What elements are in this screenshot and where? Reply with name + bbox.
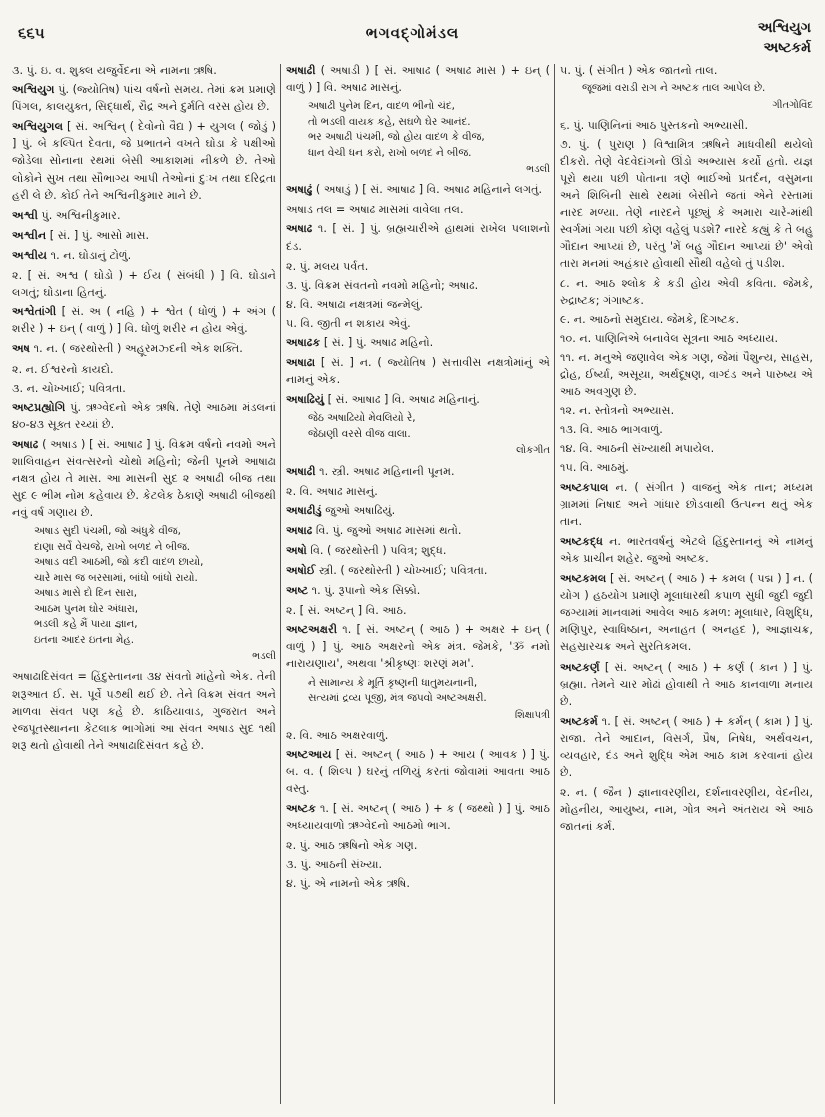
entry-definition: ૧. [ સં. અષ્ટન્ ( આઠ ) + કર્મન્ ( કામ ) ] પું. રાજા. તેને આદાન, વિસર્ગ, પ્રૈષ, નિષેધ, અર્થવચન, વ્યવહાર, દંડ અને શુદ્ધિ એમ આઠ કામ કરવાનાં હોય છે. [560, 714, 813, 780]
dictionary-entry [286, 800, 550, 834]
entry-sense [286, 837, 550, 854]
entry-definition: ૯. ન. આઠનો સમુદાય. જેમકે, દિગષ્ટક. [560, 312, 740, 326]
dictionary-entry [12, 227, 276, 244]
entry-definition: વિ. ( જરથોસ્તી ) પવિત્ર; શુદ્ધ. [306, 543, 447, 557]
entry-headword: અષ્ટકમલ [560, 572, 607, 586]
verse-line: તો ભડલી વાયક કહે, સઘળે ઘેર આનંદ. [308, 115, 471, 128]
entry-headword: અષ્ટપ્રહ્યોગિ [12, 400, 66, 414]
entry-headword: અષ્ટઆય [286, 747, 332, 761]
entry-definition: ( અષાડ ) [ સં. આષાઢ ] પું. વિક્રમ વર્ષનો નવમો અને શાલિવાહન સંવત્સરનો ચોથો મહિનો; જેની પૂનમે આષાઢા નક્ષત્ર હોય તે માસ. આ માસની સુદ ૨ અષાઢી બીજ તથા સુદ ૯ ભીમ નોમ કહેવાય છે. કેટલેક ઠેકાણે અષાઢી બીજથી નવું વર્ષ ગણાય છે. [12, 437, 276, 520]
entry-definition: ૫. વિ. જીતી ન શકાય એવું. [286, 316, 411, 330]
entry-headword: અષ્ટક [286, 802, 317, 815]
entry-sense [12, 361, 276, 378]
verse-line: અષાડ માસે દો દિન સારા, [34, 587, 138, 600]
entry-headword: અષાઢ [286, 523, 313, 537]
entry-definition: ૫. પું. ( સંગીત ) એક જાતનો તાલ. [560, 64, 718, 77]
entry-definition: ૨. [ સં. અષ્ટન્ ] વિ. આઠ. [286, 604, 407, 618]
dictionary-entry [12, 118, 276, 203]
entry-definition: ૩. પું. વિક્રમ સંવતનો નવમો મહિનો; અષાઢ. [286, 278, 479, 292]
column-1 [12, 62, 276, 1108]
dictionary-entry [286, 522, 550, 539]
entry-definition: ( અષાડી ) [ સં. આષાઢ ( અષાઢ માસ ) + ઇન્ ( વાળું ) ] વિ. અષાઢ માસનું. [286, 64, 550, 95]
entry-sense [286, 856, 550, 873]
dictionary-entry [12, 340, 276, 357]
dictionary-entry [286, 181, 550, 198]
entry-headword: અષાઢીડું [286, 503, 322, 517]
dictionary-entry [560, 659, 813, 710]
entry-sense [560, 275, 813, 309]
quotation-source: શિક્ષાપત્રી [514, 709, 550, 721]
column-divider [554, 64, 555, 1104]
entry-sense [286, 875, 550, 892]
dictionary-entry [12, 303, 276, 337]
column-3 [560, 62, 813, 1108]
verse-line: ભર અષાઢી પંચમી, જો હોય વાદળ કે વીજ, [308, 131, 485, 144]
entry-headword: અશ્વીન [12, 228, 47, 242]
guide-word-first: અશ્વિયુગ [757, 20, 811, 36]
entry-definition: ન. ( સંગીત ) વાજનું એક તાન; મધ્યમ ગ્રામમાં નિષાદ અને ગાંધાર છોડવાથી ઉત્પન્ન થતું એક તાન. [560, 480, 813, 528]
entry-definition: ૧૦. ન. પાણિનિએ બનાવેલ સૂત્રના આઠ અધ્યાય. [560, 331, 779, 345]
entry-definition: ૨. વિ. અષાઢ માસનું. [286, 484, 378, 498]
entry-headword: અષોઈ [286, 563, 316, 577]
quotation-source: ભડલી [526, 164, 550, 176]
verse-line: ચારે માસ જ બરસામાં, બાંધો બાંધો રાયો. [34, 571, 198, 584]
dictionary-entry [12, 207, 276, 224]
verse-quotation [286, 676, 550, 707]
entry-sense [286, 315, 550, 332]
verse-quotation [286, 99, 550, 161]
entry-sense [560, 117, 813, 134]
entry-headword: અષાઢક [286, 336, 321, 350]
entry-definition: ૩. પું. આઠની સંખ્યા. [286, 858, 383, 872]
quotation-source: ગીતગોવિંદ [772, 99, 813, 111]
verse-quotation [286, 411, 550, 442]
page-header [10, 6, 815, 60]
entry-sense [560, 62, 813, 79]
verse-quotation [560, 81, 813, 97]
entry-definition: અષાડ તલ = અષાઢ માસમાં વાવેલા તલ. [286, 203, 464, 217]
verse-line: ધાન વેચી ધન કરો, રાખો બળદ ને બીજ. [308, 146, 472, 159]
entry-sense [286, 201, 550, 218]
entry-definition: ૧. સ્ત્રી. અષાઢ મહિનાની પૂનમ. [315, 464, 455, 478]
verse-line: જેઠાણી વરસે વીજ વાલા. [308, 427, 411, 440]
entry-definition: પું. (જ્યોતિષ) પાંચ વર્ષનો સમય. તેમાં ક્રમ પ્રમાણે પિંગલ, કાલયુક્ત, સિદ્ધાર્થ, રૌદ્ર અને દુર્મતિ વરસ હોય છે. [12, 83, 276, 114]
entry-definition: [ સં. અ ( નહિ ) + શ્વેત ( ધોળું ) + અંગ ( શરીર ) + ઇન્ ( વાળું ) ] વિ. ધોળું શરીર ન હોય એવું. [12, 305, 276, 336]
entry-sense [560, 349, 813, 400]
entry-definition: પું. ઋગ્વેદનો એક ઋષિ. તેણે આઠમા મંડલનાં ૪૦-૪૩ સૂક્ત રચ્યાં છે. [12, 400, 276, 431]
guide-words [758, 18, 811, 58]
entry-definition: [ સં. આષાઢ ] વિ. અષાઢ મહિનાનું. [324, 393, 480, 407]
verse-line: ઇતના આદર ઇતના મેહ. [34, 633, 135, 646]
entry-definition: ૧. [ સં. ] પું. બ્રહ્મચારીએ હાથમાં રાખેલ પલાશનો દંડ. [286, 222, 550, 253]
dictionary-entry [560, 479, 813, 530]
verse-line: અષાડ સુદી પંચમી, જો અંધુકે વીજ, [34, 525, 181, 538]
dictionary-entry [12, 436, 276, 521]
dictionary-entry [560, 570, 813, 655]
running-title: ભગવદ્ગોમંડલ [365, 24, 460, 42]
guide-word-last: અષ્ટકર્મ [763, 40, 811, 56]
entry-sense [286, 258, 550, 275]
entry-definition: [ સં. અશ્વિન્ ( દેવોનો વૈદ્ય ) + યુગલ ( જોડું ) ] પું. બે કલ્પિત દેવતા, જે પ્રભાતને વખતે ઘોડા કે પક્ષીઓ જોડેલા સોનાના રથમાં બેસી આકાશમાં નીકળે છે. તેઓ લોકોને સુખ તથા સૌભાગ્ય આપી તેઓનાં દુઃખ તથા દરિદ્રતા હરી લે છે. કોઈ તેને અશ્વિનીકુમાર માને છે. [12, 120, 276, 202]
entry-definition: ૧૪. વિ. આઠની સંખ્યાથી મપાયેલ. [560, 442, 715, 456]
entry-definition: ૪. પું. એ નામનો એક ઋષિ. [286, 877, 410, 891]
entry-headword: અષ્ટકદ્ધ [560, 534, 603, 548]
entry-sense [286, 296, 550, 313]
entry-headword: અશ્વી [12, 208, 38, 222]
entry-sense [560, 402, 813, 419]
entry-definition: ૩. ન. ચોખ્ખાઈ; પવિત્રતા. [12, 381, 126, 395]
entry-definition: ૧. [ સં. અષ્ટન્ ( આઠ ) + અક્ષર + ઇન્ ( વાળું ) ] પું. આઠ અક્ષરનો એક મંત્ર. જેમકે, 'ૐ નમો નારાયણાય', અથવા 'શ્રીકૃષ્ણઃ શરણં મમ'. [286, 623, 550, 671]
verse-line: અષાડ વદી આઠમી, જો કદી વાદળ છાયો, [34, 556, 204, 569]
verse-line: દાણા સર્વે વેચજે, રાખો બળદ ને બીજ. [34, 540, 191, 553]
entry-definition: ૬. પું. પાણિનિનાં આઠ પુસ્તકનો અભ્યાસી. [560, 118, 749, 132]
dictionary-entry [12, 81, 276, 115]
entry-sense [560, 421, 813, 438]
entry-sense [560, 136, 813, 273]
dictionary-entry [286, 334, 550, 351]
dictionary-entry [286, 354, 550, 388]
verse-line: જૂજમાં વરાડી રાગ ને અષ્ટક તાલ આપેલ છે. [582, 82, 766, 95]
verse-line: સત્યમાં દ્રવ્ય પૂજી, મંત્ર જપવો અષ્ટઅક્ષરી. [308, 692, 487, 705]
entry-definition: ૨. [ સં. અશ્વ ( ઘોડો ) + ઈય ( સંબંધી ) ] વિ. ઘોડાને લગતું; ઘોડાના હિતનું. [12, 269, 276, 300]
entry-sense [560, 440, 813, 457]
entry-definition: ૨. ન. ( જૈન ) જ્ઞાનાવરણીય, દર્શનાવરણીય, વેદનીય, મોહનીય, આયુષ્ય, નામ, ગોત્ર અને અંતરાય એ આઠ જાતનાં કર્મ. [560, 786, 813, 834]
entry-headword: અષાઢિયું [286, 393, 325, 407]
entry-headword: અષ્ટ [286, 584, 309, 598]
entry-definition: ૧૨. ન. સ્તોત્રનો અભ્યાસ. [560, 404, 675, 418]
entry-headword: અષો [286, 543, 307, 557]
verse-line: ને સામાન્ય કે મૂર્તિ કૃષ્ણની ધાતુમયનાની, [308, 676, 478, 689]
entry-definition: અષાઢાદિસંવત = હિંદુસ્તાનના ૩૪ સંવતો માંહેનો એક. તેની શરૂઆત ઈ. સ. પૂર્વે ૫૭થી થઈ છે. તેને વિક્રમ સંવત અને માળવા સંવત પણ કહે છે. કાઠિયાવાડ, ગુજરાત અને રજપૂતસ્થાનના કેટલાક ભાગોમાં આ સંવત અષાડ સુદ ૧થી શરૂ થતો હોવાથી તેને અષાઢાદિસંવત કહે છે. [12, 670, 276, 752]
entry-sense [12, 267, 276, 301]
entry-definition: [ સં. અષ્ટન્ ( આઠ ) + કમલ ( પદ્મ ) ] ન. ( યોગ ) હઠયોગ પ્રમાણે મૂલાધારથી કપાળ સુધી જુદી જુદી જગ્યામાં માનવામાં આવેલ આઠ કમળ: મૂલાધાર, વિશુદ્ધિ, મણિપુર, સ્વાધિષ્ઠાન, અનાહત ( અનહદ ), આજ્ઞાચક્ર, સહસ્રારચક્ર અને સુરતિકમલ. [560, 572, 813, 654]
entry-definition: [ સં. ] ન. ( જ્યોતિષ ) સત્તાવીસ નક્ષત્રોમાંનું એ નામનું એક. [286, 356, 550, 387]
entry-definition: [ સં. ] પું. આસો માસ. [46, 228, 150, 242]
page-number: ૬૬૫ [18, 24, 45, 42]
entry-definition: ૮. ન. આઠ શ્લોક કે કડી હોય એવી કવિતા. જેમકે, રુદ્રાષ્ટક; ગંગાષ્ટક. [560, 276, 813, 307]
entry-definition: ૪. વિ. અષાઢા નક્ષત્રમાં જન્મેલું. [286, 297, 423, 311]
entry-sense [12, 668, 276, 753]
entry-headword: અશ્વિયુગ [12, 83, 55, 97]
entry-headword: અષાઢી [286, 464, 316, 478]
entry-definition: ૧. ન. ( જરથોસ્તી ) અહૂરમઝ્દની એક શક્તિ. [30, 342, 243, 356]
verse-quotation [12, 524, 276, 648]
entry-definition: ૧. ન. ઘોડાનું ટોળું. [47, 248, 132, 262]
quotation-source: ભડલી [252, 651, 276, 663]
dictionary-entry [286, 463, 550, 480]
dictionary-entry [286, 220, 550, 254]
entry-definition: વિ. પું. જુઓ અષાઢ માસમાં થતો. [312, 523, 462, 537]
columns [12, 62, 813, 1108]
quotation-source: લોકગીત [516, 445, 550, 457]
entry-definition: [ સં. અષ્ટન્ ( આઠ ) + આય ( આવક ) ] પું. બ. વ. ( શિલ્પ ) ઘરનું તળિયું કરતાં જોવામાં આવતા આઠ વસ્તુ. [286, 747, 550, 795]
entry-definition: ૧૧. ન. મનુએ જણાવેલ એક ગણ, જેમાં પૈશુન્ય, સાહસ, દ્રોહ, ઈર્ષ્યા, અસૂયા, અર્થદૂષણ, વાગ્દંડ અને પારુષ્ય એ આઠ અવગુણ છે. [560, 350, 813, 399]
entry-headword: અષ [12, 342, 31, 356]
entry-headword: અષ્ટકર્મ [560, 714, 598, 728]
entry-definition: ૧૩. વિ. આઠ ભાગવાળું. [560, 423, 663, 437]
dictionary-entry [560, 713, 813, 781]
entry-definition: ૧૫. વિ. આઠમું. [560, 461, 629, 475]
verse-line: ભડલી કહે મૈં પાયા જ્ઞાન, [34, 618, 138, 631]
entry-definition: પું. અશ્વિનીકુમાર. [37, 208, 121, 222]
entry-definition: ૧. પું. રૂપાનો એક સિક્કો. [308, 584, 421, 598]
entry-definition: ( અષાડું ) [ સં. આષાઢ ] વિ. અષાઢ મહિનાને લગતું. [312, 183, 543, 197]
entry-definition: સ્ત્રી. ( જરથોસ્તી ) ચોખ્ખાઈ; પવિત્રતા. [315, 563, 488, 577]
entry-sense [560, 311, 813, 328]
verse-line: અષાઢી પુનેમ દિન, વાદળ ભીનો ચંદ, [308, 100, 455, 113]
entry-headword: અષ્ટઅક્ષરી [286, 623, 338, 637]
entry-headword: અશ્વેતાંગી [12, 305, 57, 319]
entry-definition: ૨. વિ. આઠ અક્ષરવાળું. [286, 728, 389, 742]
entry-sense [286, 727, 550, 744]
entry-headword: અષાઢી [286, 64, 316, 77]
entry-sense [12, 380, 276, 397]
entry-headword: અષાઢું [286, 183, 313, 197]
entry-sense [560, 330, 813, 347]
entry-headword: અષાઢા [286, 356, 316, 370]
entry-sense [560, 459, 813, 476]
entry-sense [560, 784, 813, 835]
dictionary-entry [12, 247, 276, 264]
entry-definition: ૨. પું. મલય પર્વત. [286, 259, 369, 273]
dictionary-entry [286, 391, 550, 408]
dictionary-entry [560, 533, 813, 567]
column-2 [286, 62, 550, 1108]
entry-headword: અષ્ટકપાલ [560, 480, 609, 494]
entry-sense [286, 277, 550, 294]
entry-definition: ૩. પું. ઇ. વ. શુક્લ યજુર્વેદના એ નામના ઋષિ. [12, 64, 217, 77]
dictionary-entry [286, 746, 550, 797]
entry-definition: ૧. [ સં. અષ્ટન્ ( આઠ ) + ક ( જથ્થો ) ] પું. આઠ અધ્યાયવાળો ઋગ્વેદનો આઠમો ભાગ. [286, 802, 550, 833]
column-divider [280, 64, 281, 1104]
entry-definition: [ સં. ] પું. અષાઢ મહિનો. [320, 336, 434, 350]
verse-line: જેઠ અષાઢિયો મેવલિયો રે, [308, 412, 416, 425]
entry-sense [286, 483, 550, 500]
entry-definition: ૨. ન. ઈશ્વરનો કાયદો. [12, 362, 114, 376]
entry-sense [12, 62, 276, 79]
dictionary-entry [286, 62, 550, 96]
dictionary-entry [12, 399, 276, 433]
entry-headword: અષાઢ [286, 222, 313, 236]
entry-definition: [ સં. અષ્ટન્ ( આઠ ) + કર્ણ ( કાન ) ] પું. બ્રહ્મા. તેમને ચાર મોઢાં હોવાથી તે આઠ કાનવાળા મનાય છે. [560, 660, 813, 708]
entry-sense [286, 602, 550, 619]
entry-headword: અશ્વિયુગલ [12, 120, 64, 134]
entry-definition: ૨. પું. આઠ ઋષિનો એક ગણ. [286, 839, 418, 853]
dictionary-entry [286, 542, 550, 559]
entry-definition: જુઓ અષાઢિયું. [321, 503, 396, 517]
entry-headword: અષાઢ [12, 437, 39, 451]
entry-definition: ન. ભારતવર્ષનું એટલે હિંદુસ્તાનનું એ નામનું એક પ્રાચીન શહેર. જુઓ અષ્ટક. [560, 534, 813, 565]
entry-headword: અશ્વીય [12, 248, 48, 262]
dictionary-entry [286, 502, 550, 519]
verse-line: આઠમ પુનમ ઘોર અંધારા, [34, 602, 139, 615]
dictionary-entry [286, 582, 550, 599]
dictionary-entry [286, 562, 550, 579]
entry-headword: અષ્ટકર્ણ [560, 660, 600, 674]
dictionary-entry [286, 621, 550, 672]
entry-definition: ૭. પું. ( પુરાણ ) વિશ્વામિત્ર ઋષિને માધવીથી થયેલો દીકરો. તેણે વેદવેદાંગનો ઊંડો અભ્યાસ કર્યો હતો. યજ્ઞ પૂરો થયા પછી પોતાના ત્રણે ભાઈઓ પ્રતર્દન, વસુમના અને શિબિની સાથે રથમાં બેસીને જતાં એને રસ્તામાં નારદ મળ્યા. તેણે નારદને પૂછ્યું કે અમારા ચારે-માંથી સ્વર્ગમાં ગયા પછી કોણ વહેલું પડશે? નારદે કહ્યું કે તે બહુ ગૌદાન આપ્યાં છે, પરંતુ 'મેં બહુ ગૌદાન આપ્યાં છે' એવો તારા મનમાં અહંકાર હોવાથી સૌથી વહેલો તું પડીશ. [560, 137, 813, 271]
